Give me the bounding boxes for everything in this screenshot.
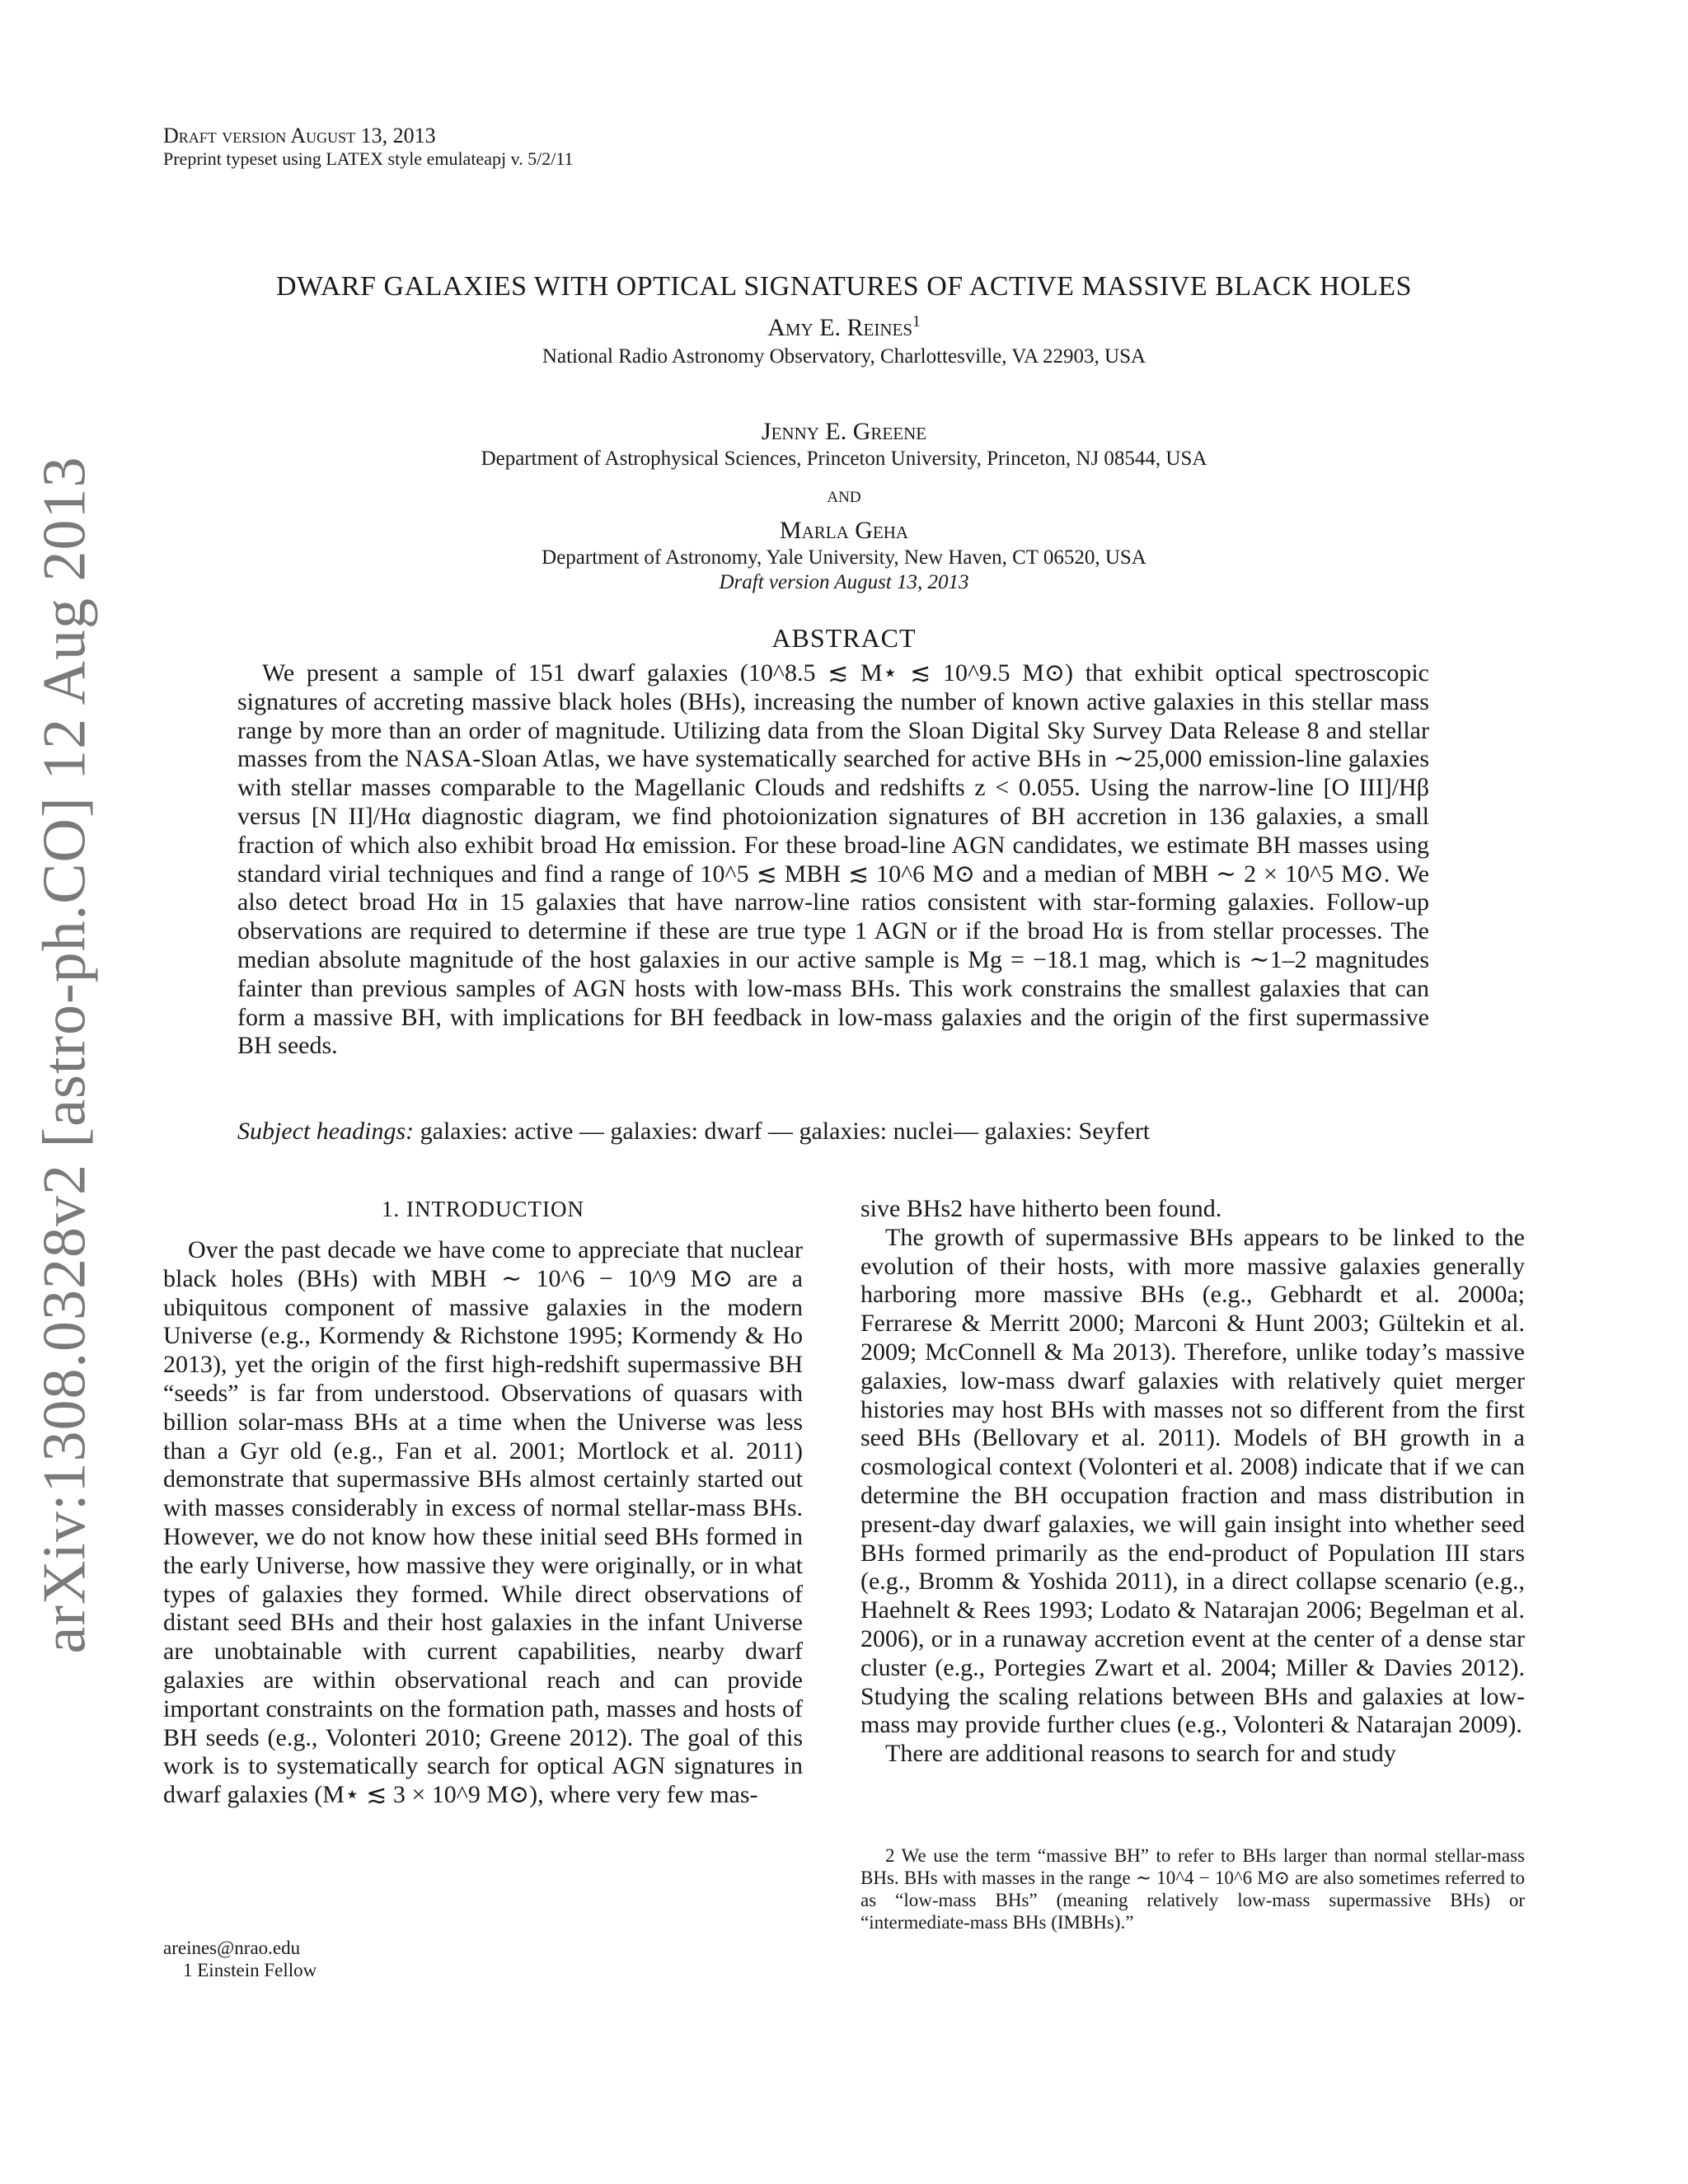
left-column [163,1236,803,1810]
author-affiliation: National Radio Astronomy Observatory, Charlottesville, VA 22903, USA [542,345,1146,368]
footnote-text: 2 We use the term “massive BH” to refer to BHs larger than normal stellar-mass BHs. BHs with masses in the range ∼ 10^4 − 10^6 M⊙ are also sometimes referred to as “low-mass BHs” (meaning relatively low-mass supermassive BHs) or “intermediate-mass BHs (IMBHs).” [860,1845,1525,1933]
arxiv-id-text: arXiv:1308.0328v2 [astro-ph.CO] 12 Aug 2013 [30,456,99,1654]
abstract-heading: ABSTRACT [771,623,917,653]
draft-version-date: Draft version August 13, 2013 [719,571,969,593]
intro-paragraph: Over the past decade we have come to appreciate that nuclear black holes (BHs) with MBH ∼ 10^6 − 10^9 M⊙ are a ubiquitous component of massive galaxies in the modern Universe (e.g., Kormendy & Richstone 1995; Kormendy & Ho 2013), yet the origin of the first high-redshift supermassive BH “seeds” is far from understood. Observations of quasars with billion solar-mass BHs at a time when the Universe was less than a Gyr old (e.g., Fan et al. 2001; Mortlock et al. 2011) demonstrate that supermassive BHs almost certainly started out with masses considerably in excess of normal stellar-mass BHs. However, we do not know how these initial seed BHs formed in the early Universe, how massive they were originally, or in what types of galaxies they formed. While direct observations of distant seed BHs and their host galaxies in the infant Universe are unobtainable with current capabilities, nearby dwarf galaxies are within observational reach and can provide important constraints on the formation path, masses and hosts of BH seeds (e.g., Volonteri 2010; Greene 2012). The goal of this work is to systematically search for optical AGN signatures in dwarf galaxies (M⋆ ≲ 3 × 10^9 M⊙), where very few mas- [163,1236,803,1809]
author-name [165,313,1523,343]
draft-version-header: Draft version August 13, 2013 [163,124,436,148]
author-email: areines@nrao.edu [163,1938,301,1958]
preprint-typeset-line: Preprint typeset using LATEX style emulateapj v. 5/2/11 [163,148,574,169]
author-conjunction: and [827,482,861,507]
paper-title: DWARF GALAXIES WITH OPTICAL SIGNATURES OF ACTIVE MASSIVE BLACK HOLES [276,271,1412,302]
author-name: Marla Geha [779,517,909,544]
footnote-1: 1 Einstein Fellow [183,1960,317,1980]
subject-headings-text: galaxies: active — galaxies: dwarf — galaxies: nuclei— galaxies: Seyfert [420,1118,1151,1145]
abstract-body [237,659,1429,1061]
author-footnotes [163,1937,316,1981]
author-affiliation: Department of Astronomy, Yale University, New Haven, CT 06520, USA [542,546,1146,569]
author-footnote-mark: 1 [912,313,921,330]
subject-headings [237,1118,1429,1146]
section-heading-introduction: 1. INTRODUCTION [382,1197,584,1221]
author-name-text: Amy E. Reines [767,314,913,341]
author-affiliation: Department of Astrophysical Sciences, Princeton University, Princeton, NJ 08544, USA [481,448,1207,470]
intro-paragraph-continuation: sive BHs2 have hitherto been found. [860,1195,1222,1222]
right-column [860,1195,1525,1769]
arxiv-identifier-stamp [28,456,102,1654]
footnote-2 [860,1844,1525,1933]
abstract-text: We present a sample of 151 dwarf galaxies (10^8.5 ≲ M⋆ ≲ 10^9.5 M⊙) that exhibit optical spectroscopic signatures of accreting massive black holes (BHs), increasing the number of known active galaxies in this stellar mass range by more than an order of magnitude. Utilizing data from the Sloan Digital Sky Survey Data Release 8 and stellar masses from the NASA-Sloan Atlas, we have systematically searched for active BHs in ∼25,000 emission-line galaxies with stellar masses comparable to the Magellanic Clouds and redshifts z < 0.055. Using the narrow-line [O III]/Hβ versus [N II]/Hα diagnostic diagram, we find photoionization signatures of BH accretion in 136 galaxies, a small fraction of which also exhibit broad Hα emission. For these broad-line AGN candidates, we estimate BH masses using standard virial techniques and find a range of 10^5 ≲ MBH ≲ 10^6 M⊙ and a median of MBH ∼ 2 × 10^5 M⊙. We also detect broad Hα in 15 galaxies that have narrow-line ratios consistent with star-forming galaxies. Follow-up observations are required to determine if these are true type 1 AGN or if the broad Hα is from stellar processes. The median absolute magnitude of the host galaxies in our active sample is Mg = −18.1 mag, which is ∼1–2 magnitudes fainter than previous samples of AGN hosts with low-mass BHs. This work constrains the smallest galaxies that can form a massive BH, with implications for BH feedback in low-mass galaxies and the origin of the first supermassive BH seeds. [237,659,1429,1060]
intro-paragraph: The growth of supermassive BHs appears to be linked to the evolution of their hosts, with more massive galaxies generally harboring more massive BHs (e.g., Gebhardt et al. 2000a; Ferrarese & Merritt 2000; Marconi & Hunt 2003; Gültekin et al. 2009; McConnell & Ma 2013). Therefore, unlike today’s massive galaxies, low-mass dwarf galaxies with relatively quiet merger histories may host BHs with masses not so different from the first seed BHs (Bellovary et al. 2011). Models of BH growth in a cosmological context (Volonteri et al. 2008) indicate that if we can determine the BH occupation fraction and mass distribution in present-day dwarf galaxies, we will gain insight into whether seed BHs formed primarily as the end-product of Population III stars (e.g., Bromm & Yoshida 2011), in a direct collapse scenario (e.g., Haehnelt & Rees 1993; Lodato & Natarajan 2006; Begelman et al. 2006), or in a runaway accretion event at the center of a dense star cluster (e.g., Portegies Zwart et al. 2004; Miller & Davies 2012). Studying the scaling relations between BHs and galaxies at low-mass may provide further clues (e.g., Volonteri & Natarajan 2009). [860,1223,1525,1739]
author-name: Jenny E. Greene [761,418,927,445]
intro-paragraph: There are additional reasons to search for and study [885,1740,1396,1768]
subject-headings-label: Subject headings: [237,1118,415,1145]
